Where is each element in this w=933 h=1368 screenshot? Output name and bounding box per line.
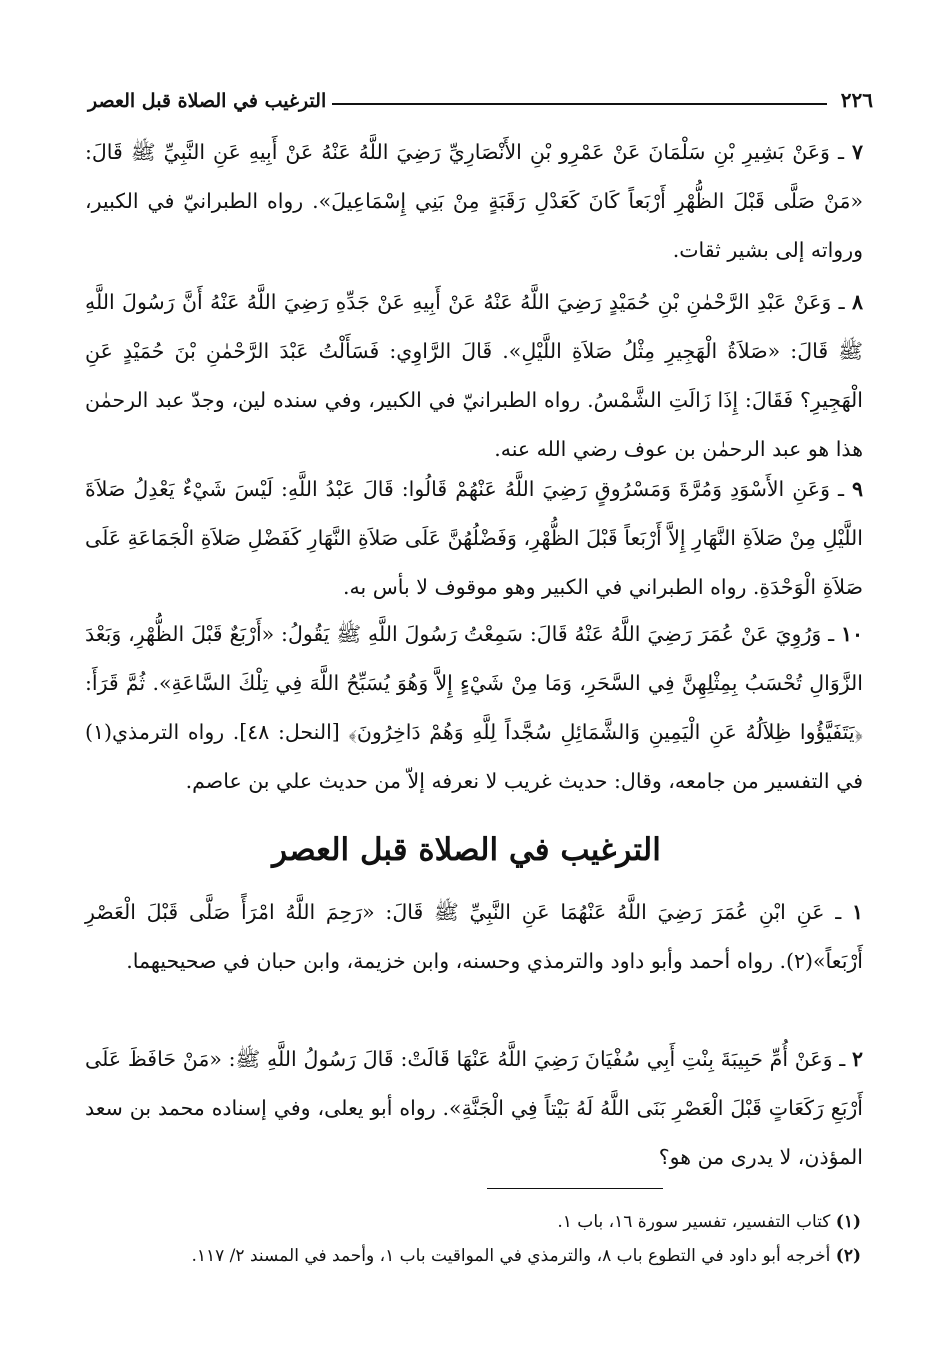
footnote-text: أخرجه أبو داود في التطوع باب ٨، والترمذي في المواقيت باب ١، وأحمد في المسند ٢/ ١١٧. bbox=[191, 1246, 831, 1266]
hadith-number: ٧ bbox=[851, 140, 863, 164]
hadith-paragraph bbox=[85, 465, 863, 612]
footnote bbox=[90, 1240, 861, 1272]
page-header bbox=[88, 82, 873, 112]
hadith-text: ـ وَرُوِيَ عَنْ عُمَرَ رَضِيَ اللَّهُ عَنْهُ قَالَ: سَمِعْتُ رَسُولَ اللَّهِ ﷺ يَقُولُ: «أَرْبَعٌ قَبْلَ الظُّهْرِ، وَبَعْدَ الزَّوَالِ تُحْسَبُ بِمِثْلِهِنَّ فِي السَّحَرِ، وَمَا مِنْ شَيْءٍ إِلاَّ وَهُوَ يُسَبِّحُ اللَّهَ فِي تِلْكَ السَّاعَةِ». ثُمَّ قَرَأَ: ﴿يَتَفَيَّؤُوا ظِلاَلُهُ عَنِ الْيَمِينِ وَالشَّمَائِلِ سُجَّداً لِلَّهِ وَهُمْ دَاخِرُونَ﴾ [النحل: ٤٨]. رواه الترمذي(١) في التفسير من جامعه، وقال: حديث غريب لا نعرفه إلاّ من حديث علي بن عاصم. bbox=[85, 622, 863, 793]
hadith-text: ـ وَعَنْ أُمِّ حَبِيبَةَ بِنْتِ أَبِي سُفْيَانَ رَضِيَ اللَّهُ عَنْهَا قَالَتْ: قَالَ رَسُولُ اللَّهِ ﷺ: «مَنْ حَافَظَ عَلَى أَرْبَعِ رَكَعَاتٍ قَبْلَ الْعَصْرِ بَنَى اللَّهُ لَهُ بَيْتاً فِي الْجَنَّةِ». رواه أبو يعلى، وفي إسناده محمد بن سعد المؤذن، لا يدرى من هو؟ bbox=[85, 1047, 863, 1169]
hadith-number: ٩ bbox=[851, 477, 863, 501]
footnote-mark: (١) bbox=[835, 1212, 861, 1232]
footnote-separator bbox=[487, 1188, 663, 1189]
hadith-text: ـ عَنِ ابْنِ عُمَرَ رَضِيَ اللَّهُ عَنْهُمَا عَنِ النَّبِيِّ ﷺ قَالَ: «رَحِمَ اللَّهُ امْرَأً صَلَّى قَبْلَ الْعَصْرِ أَرْبَعاً»(٢). رواه أحمد وأبو داود والترمذي وحسنه، وابن خزيمة، وابن حبان في صحيحيهما. bbox=[85, 900, 863, 973]
page-number: ٢٢٦ bbox=[840, 88, 873, 112]
hadith-number: ٢ bbox=[851, 1047, 863, 1071]
hadith-paragraph bbox=[85, 610, 863, 806]
footnote bbox=[90, 1206, 861, 1238]
hadith-text: ـ وَعَنِ الأَسْوَدِ وَمُرَّةَ وَمَسْرُوقٍ رَضِيَ اللَّهُ عَنْهُمْ قَالُوا: قَالَ عَبْدُ اللَّهِ: لَيْسَ شَيْءٌ يَعْدِلُ صَلاَةَ اللَّيْلِ مِنْ صَلاَةِ النَّهَارِ إِلاَّ أَرْبَعاً قَبْلَ الظُّهْرِ، وَفَضْلُهُنَّ عَلَى صَلاَةِ النَّهَارِ كَفَضْلِ صَلاَةِ الْجَمَاعَةِ عَلَى صَلاَةِ الْوَحْدَةِ. رواه الطبراني في الكبير وهو موقوف لا بأس به. bbox=[85, 477, 863, 599]
hadith-paragraph bbox=[85, 278, 863, 474]
hadith-text: ـ وَعَنْ عَبْدِ الرَّحْمٰنِ بْنِ حُمَيْدٍ رَضِيَ اللَّهُ عَنْهُ عَنْ أَبِيهِ عَنْ جَدِّهِ رَضِيَ اللَّهُ عَنْهُ أَنَّ رَسُولَ اللَّهِ ﷺ قَالَ: «صَلاَةُ الْهَجِيرِ مِثْلُ صَلاَةِ اللَّيْلِ». قَالَ الرَّاوِي: فَسَأَلْتُ عَبْدَ الرَّحْمٰنِ بْنَ حُمَيْدٍ عَنِ الْهَجِيرِ؟ فَقَالَ: إِذَا زَالَتِ الشَّمْسُ. رواه الطبرانيّ في الكبير، وفي سنده لين، وجدّ عبد الرحمٰن هذا هو عبد الرحمٰن بن عوف رضي الله عنه. bbox=[85, 290, 863, 461]
chapter-title: الترغيب في الصلاة قبل العصر bbox=[272, 832, 661, 868]
footnote-text: كتاب التفسير، تفسير سورة ١٦، باب ١. bbox=[557, 1212, 831, 1232]
running-title: الترغيب في الصلاة قبل العصر bbox=[88, 90, 327, 112]
hadith-text: ـ وَعَنْ بَشِيرِ بْنِ سَلْمَانَ عَنْ عَمْرِو بْنِ الأَنْصَارِيِّ رَضِيَ اللَّهُ عَنْهُ عَنْ أَبِيهِ عَنِ النَّبِيِّ ﷺ قَالَ: «مَنْ صَلَّى قَبْلَ الظُّهْرِ أَرْبَعاً كَانَ كَعَدْلِ رَقَبَةٍ مِنْ بَنِي إِسْمَاعِيلَ». رواه الطبرانيّ في الكبير، ورواته إلى بشير ثقات. bbox=[85, 140, 863, 262]
hadith-paragraph bbox=[85, 128, 863, 275]
footnote-mark: (٢) bbox=[835, 1246, 861, 1266]
hadith-paragraph bbox=[85, 888, 863, 986]
header-rule bbox=[332, 103, 827, 105]
hadith-number: ١ bbox=[851, 900, 863, 924]
hadith-number: ٨ bbox=[851, 290, 863, 314]
hadith-paragraph bbox=[85, 1035, 863, 1182]
hadith-number: ١٠ bbox=[840, 622, 863, 646]
